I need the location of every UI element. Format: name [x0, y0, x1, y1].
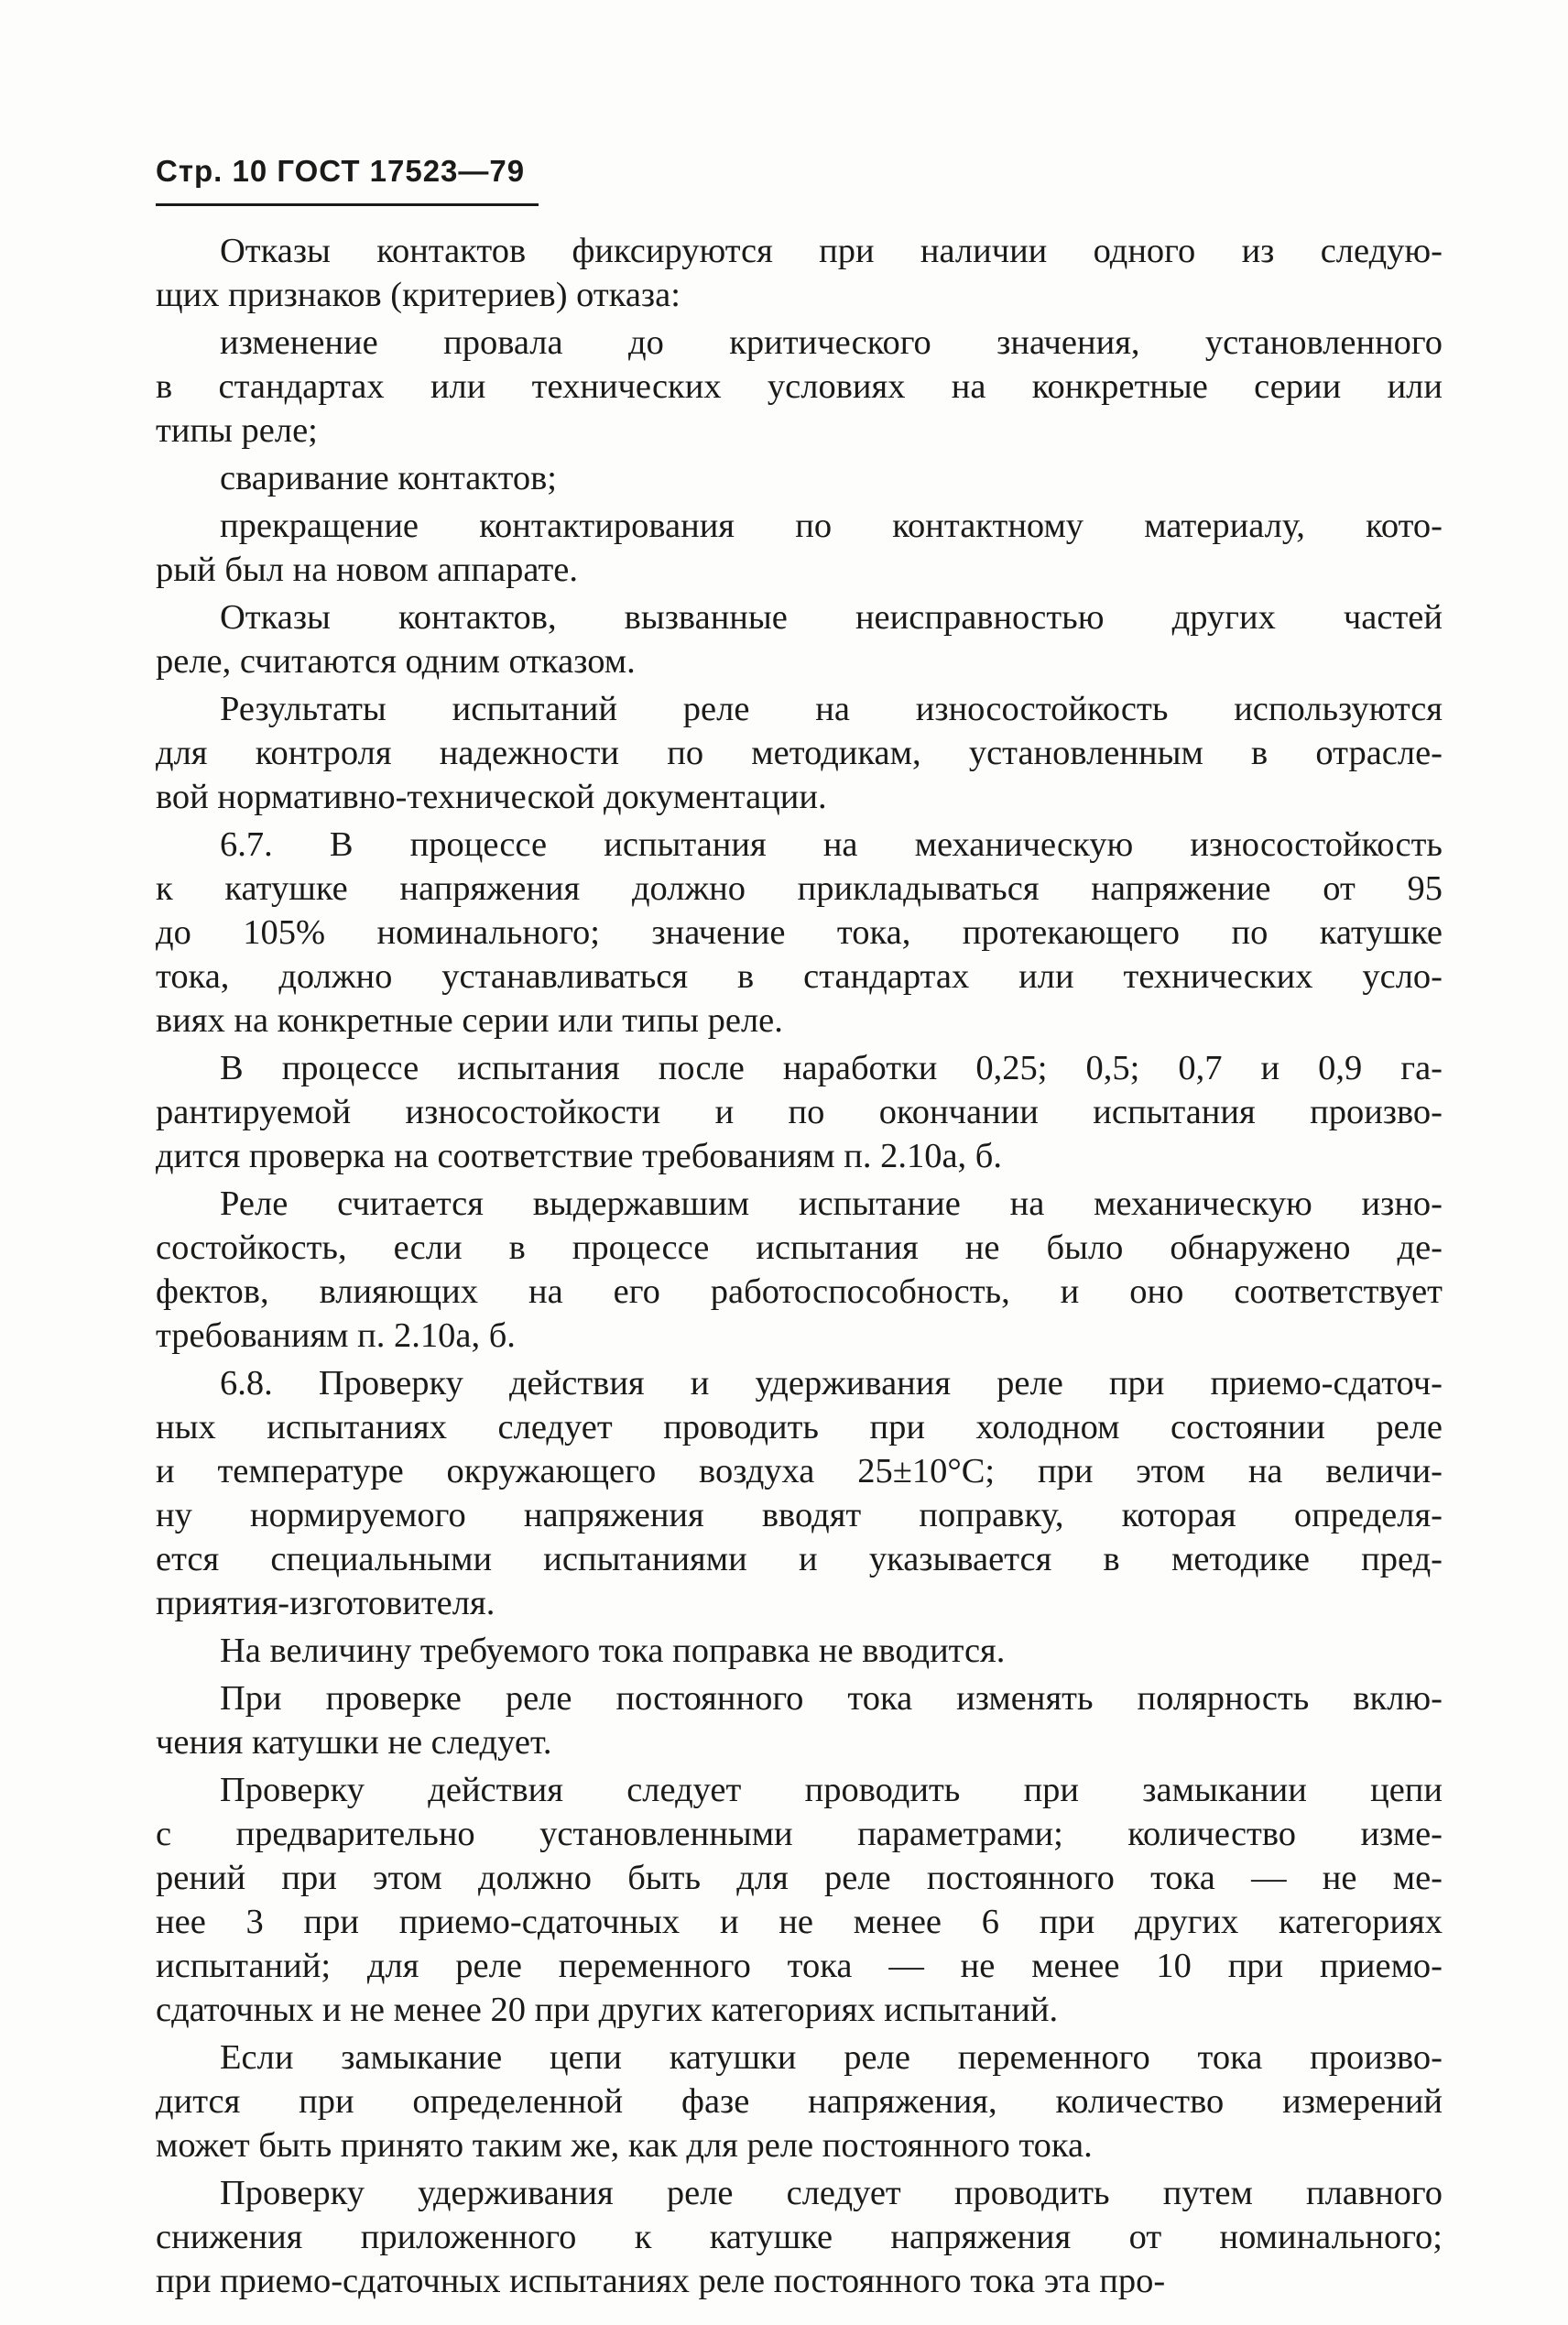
paragraph	[156, 2036, 1443, 2167]
text-line: с предварительно установленными параметрами; количество изме-	[156, 1815, 1443, 1853]
text-line: в стандартах или технических условиях на конкретные серии или	[156, 367, 1443, 406]
text-line: дится проверка на соответствие требованиям п. 2.10а, б.	[156, 1137, 1003, 1175]
paragraph	[156, 1361, 1443, 1625]
text-line: При проверке реле постоянного тока изменять полярность вклю-	[220, 1679, 1443, 1718]
document-body	[156, 229, 1443, 2307]
paragraph	[156, 229, 1443, 317]
text-line: Реле считается выдержавшим испытание на механическую изно-	[220, 1184, 1443, 1223]
text-line: ных испытаниях следует проводить при холодном состоянии реле	[156, 1408, 1443, 1446]
paragraph	[156, 504, 1443, 592]
text-line: испытаний; для реле переменного тока — не менее 10 при приемо-	[156, 1947, 1443, 1985]
text-line: Проверку действия следует проводить при замыкании цепи	[220, 1771, 1443, 1809]
paragraph	[156, 456, 1443, 500]
paragraph	[156, 2171, 1443, 2303]
text-line: тока, должно устанавливаться в стандартах или технических усло-	[156, 957, 1443, 996]
text-line: Результаты испытаний реле на износостойкость используются	[220, 690, 1443, 728]
text-line: дится при определенной фазе напряжения, количество измерений	[156, 2082, 1443, 2121]
text-line: сваривание контактов;	[220, 459, 558, 497]
text-line: чения катушки не следует.	[156, 1723, 552, 1762]
text-line: Отказы контактов фиксируются при наличии одного из следую-	[220, 232, 1443, 270]
paragraph	[156, 1046, 1443, 1178]
text-line: вой нормативно-технической документации.	[156, 778, 827, 816]
text-line: Отказы контактов, вызванные неисправностью других частей	[220, 598, 1443, 637]
paragraph	[156, 595, 1443, 683]
text-line: прекращение контактирования по контактному материалу, кото-	[220, 507, 1443, 545]
paragraph	[156, 321, 1443, 453]
text-line: ется специальными испытаниями и указывается в методике пред-	[156, 1540, 1443, 1578]
text-line: к катушке напряжения должно прикладываться напряжение от 95	[156, 869, 1443, 908]
text-line: ну нормируемого напряжения вводят поправку, которая определя-	[156, 1496, 1443, 1534]
text-line: приятия-изготовителя.	[156, 1584, 495, 1622]
paragraph	[156, 687, 1443, 819]
text-line: виях на конкретные серии или типы реле.	[156, 1001, 783, 1040]
text-line: рений при этом должно быть для реле постоянного тока — не ме-	[156, 1859, 1443, 1897]
text-line: 6.8. Проверку действия и удерживания реле при приемо-сдаточ-	[220, 1364, 1443, 1403]
paragraph	[156, 1182, 1443, 1358]
text-line: изменение провала до критического значения, установленного	[220, 323, 1443, 362]
text-line: На величину требуемого тока поправка не вводится.	[220, 1632, 1006, 1670]
text-line: 6.7. В процессе испытания на механическую износостойкость	[220, 825, 1443, 864]
page-header: Стр. 10 ГОСТ 17523—79	[156, 154, 526, 188]
text-line: Проверку удерживания реле следует проводить путем плавного	[220, 2174, 1443, 2212]
text-line: Если замыкание цепи катушки реле переменного тока произво-	[220, 2038, 1443, 2077]
text-line: и температуре окружающего воздуха 25±10°С; при этом на величи-	[156, 1452, 1443, 1490]
paragraph	[156, 1629, 1443, 1673]
text-line: может быть принято таким же, как для реле постоянного тока.	[156, 2126, 1093, 2165]
text-line: типы реле;	[156, 411, 318, 450]
text-line: для контроля надежности по методикам, установленным в отрасле-	[156, 734, 1443, 772]
text-line: В процессе испытания после наработки 0,25; 0,5; 0,7 и 0,9 га-	[220, 1049, 1443, 1087]
paragraph	[156, 1768, 1443, 2032]
text-line: требованиям п. 2.10а, б.	[156, 1316, 516, 1355]
header-rule	[156, 203, 539, 206]
text-line: при приемо-сдаточных испытаниях реле постоянного тока эта про-	[156, 2262, 1166, 2300]
text-line: щих признаков (критериев) отказа:	[156, 276, 681, 314]
text-line: сдаточных и не менее 20 при других категориях испытаний.	[156, 1991, 1059, 2029]
text-line: фектов, влияющих на его работоспособность, и оно соответствует	[156, 1272, 1443, 1311]
paragraph	[156, 1676, 1443, 1764]
text-line: рантируемой износостойкости и по окончании испытания произво-	[156, 1093, 1443, 1131]
paragraph	[156, 823, 1443, 1042]
text-line: снижения приложенного к катушке напряжения от номинального;	[156, 2218, 1443, 2256]
text-line: реле, считаются одним отказом.	[156, 642, 636, 681]
text-line: состойкость, если в процессе испытания не было обнаружено де-	[156, 1228, 1443, 1267]
text-line: рый был на новом аппарате.	[156, 551, 578, 589]
text-line: до 105% номинального; значение тока, протекающего по катушке	[156, 913, 1443, 952]
text-line: нее 3 при приемо-сдаточных и не менее 6 при других категориях	[156, 1903, 1443, 1941]
